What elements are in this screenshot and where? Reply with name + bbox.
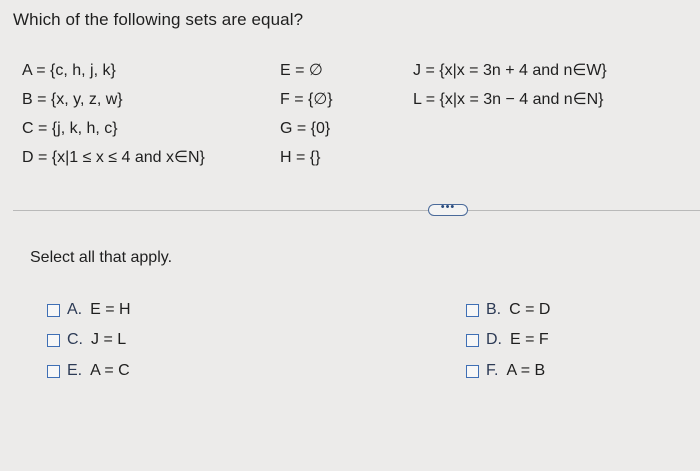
set-d: D = {x|1 ≤ x ≤ 4 and x∈N} [22, 149, 205, 166]
option-a-text: E = H [90, 301, 131, 318]
option-a-checkbox[interactable] [47, 304, 60, 317]
set-g: G = {0} [280, 120, 331, 137]
option-c-checkbox[interactable] [47, 334, 60, 347]
question-text: Which of the following sets are equal? [13, 10, 304, 29]
set-h: H = {} [280, 149, 321, 166]
option-d-text: E = F [510, 331, 549, 348]
option-e-checkbox[interactable] [47, 365, 60, 378]
set-f: F = {∅} [280, 91, 333, 108]
option-e[interactable] [47, 362, 130, 380]
option-b[interactable] [466, 301, 550, 319]
set-c: C = {j, k, h, c} [22, 120, 118, 137]
option-a[interactable] [47, 301, 131, 319]
set-b: B = {x, y, z, w} [22, 91, 123, 108]
option-f-checkbox[interactable] [466, 365, 479, 378]
option-b-checkbox[interactable] [466, 304, 479, 317]
option-b-text: C = D [509, 301, 551, 318]
option-e-text: A = C [90, 362, 130, 379]
section-divider [13, 210, 700, 211]
option-b-letter: B. [486, 301, 502, 318]
set-j: J = {x|x = 3n + 4 and n∈W} [413, 62, 607, 79]
sets-column-1 [22, 56, 205, 172]
option-c[interactable] [47, 331, 126, 349]
option-a-letter: A. [67, 301, 83, 318]
option-f-letter: F. [486, 362, 499, 379]
option-e-letter: E. [67, 362, 83, 379]
option-d-checkbox[interactable] [466, 334, 479, 347]
option-d[interactable] [466, 331, 549, 349]
sets-column-3 [413, 56, 607, 114]
instruction-text: Select all that apply. [30, 249, 173, 266]
option-f[interactable] [466, 362, 545, 380]
option-c-letter: C. [67, 331, 83, 348]
expand-more-button[interactable]: ••• [428, 204, 468, 216]
set-e: E = ∅ [280, 62, 323, 79]
option-f-text: A = B [506, 362, 546, 379]
set-a: A = {c, h, j, k} [22, 62, 116, 79]
set-l: L = {x|x = 3n − 4 and n∈N} [413, 91, 604, 108]
option-c-text: J = L [91, 331, 127, 348]
sets-column-2 [280, 56, 333, 172]
option-d-letter: D. [486, 331, 502, 348]
